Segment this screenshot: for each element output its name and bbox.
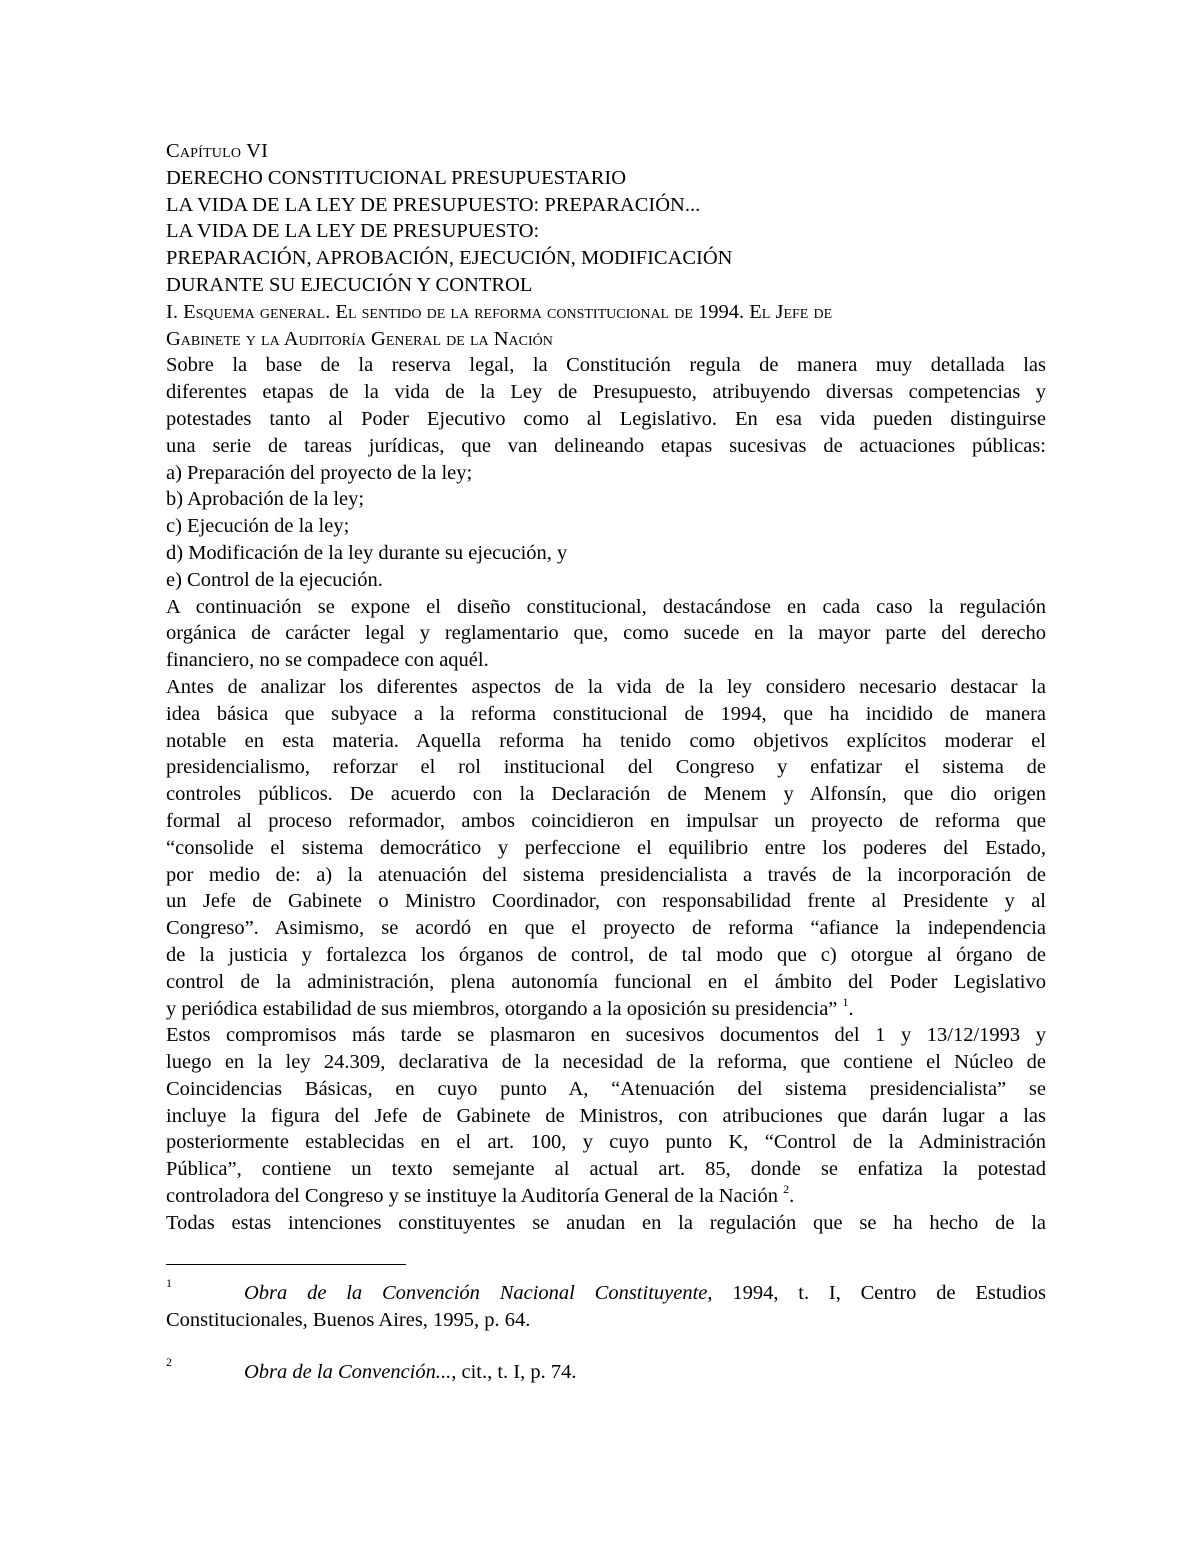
body-line: formal al proceso reformador, ambos coincidieron en impulsar un proyecto de reforma que (166, 809, 1046, 832)
footnote-ref-2-punct: . (789, 1185, 795, 1208)
footnote-1-line-1 (166, 1280, 1046, 1307)
body-line-text: controladora del Congreso y se instituye la Auditoría General de la Nación (166, 1185, 778, 1208)
title-line-2: LA VIDA DE LA LEY DE PRESUPUESTO: PREPARACIÓN... (166, 193, 701, 216)
body-line: controles públicos. De acuerdo con la Declaración de Menem y Alfonsín, que dio origen (166, 783, 1046, 806)
body-line-text: y periódica estabilidad de sus miembros, otorgando a la oposición su presidencia” (166, 997, 838, 1020)
footnote-2-line-1 (166, 1359, 1046, 1386)
body-line: presidencialismo, reforzar el rol institucional del Congreso y enfatizar el sistema de (166, 756, 1046, 779)
body-line: control de la administración, plena autonomía funcional en el ámbito del Poder Legislativo (166, 970, 1046, 993)
body-line: orgánica de carácter legal y reglamentario que, como sucede en la mayor parte del derecho (166, 622, 1046, 645)
body-line: luego en la ley 24.309, declarativa de la necesidad de la reforma, que contiene el Núcleo de (166, 1051, 1046, 1074)
body-line: por medio de: a) la atenuación del sistema presidencialista a través de la incorporación de (166, 863, 1046, 886)
body-line: Sobre la base de la reserva legal, la Constitución regula de manera muy detallada las (166, 354, 1046, 377)
body-line: incluye la figura del Jefe de Gabinete de Ministros, con atribuciones que darán lugar a las (166, 1104, 1046, 1127)
list-item-a: a) Preparación del proyecto de la ley; (166, 461, 473, 484)
page-content (166, 138, 1046, 1237)
footnotes (166, 1276, 1046, 1386)
body-line: potestades tanto al Poder Ejecutivo como al Legislativo. En esa vida pueden distinguirse (166, 407, 1046, 430)
title-line-3: LA VIDA DE LA LEY DE PRESUPUESTO: (166, 220, 540, 243)
footnote-text: , cit., t. I, p. 74. (451, 1361, 577, 1383)
body-line: financiero, no se compadece con aquél. (166, 649, 489, 672)
chapter-label: Capítulo VI (166, 140, 269, 162)
title-line-5: DURANTE SU EJECUCIÓN Y CONTROL (166, 273, 533, 296)
footnote-title: Obra de la Convención Nacional Constituyente (244, 1282, 708, 1304)
footnote-1 (166, 1276, 1046, 1334)
footnote-1-line-2: Constitucionales, Buenos Aires, 1995, p. 64. (166, 1309, 531, 1331)
body-line: notable en esta materia. Aquella reforma ha tenido como objetivos explícitos moderar el (166, 729, 1046, 752)
body-line: posteriormente establecidas en el art. 100, y cuyo punto K, “Control de la Administración (166, 1131, 1046, 1154)
body-line: Estos compromisos más tarde se plasmaron en sucesivos documentos del 1 y 13/12/1993 y (166, 1024, 1046, 1047)
body-line: idea básica que subyace a la reforma constitucional de 1994, que ha incidido de manera (166, 702, 1046, 725)
footnote-ref-1[interactable]: 1 (842, 994, 849, 1009)
body-line: diferentes etapas de la vida de la Ley de Presupuesto, atribuyendo diversas competencias y (166, 381, 1046, 404)
title-line-4: PREPARACIÓN, APROBACIÓN, EJECUCIÓN, MODIFICACIÓN (166, 247, 733, 270)
list-item-d: d) Modificación de la ley durante su ejecución, y (166, 541, 568, 564)
body-line: una serie de tareas jurídicas, que van delineando etapas sucesivas de actuaciones públicas: (166, 434, 1046, 457)
footnote-number: 1 (166, 1276, 172, 1290)
section-heading-line-2: Gabinete y la Auditoría General de la Nación (166, 327, 553, 350)
footnote-title: Obra de la Convención... (244, 1361, 452, 1383)
body-line-with-note-1 (166, 996, 1046, 1023)
footnote-ref-2[interactable]: 2 (783, 1182, 790, 1197)
footnote-separator (166, 1264, 406, 1265)
body-line: “consolide el sistema democrático y perfeccione el equilibrio entre los poderes del Estado, (166, 836, 1046, 859)
body-line: de la justicia y fortalezca los órganos de control, de tal modo que c) otorgue al órgano de (166, 943, 1046, 966)
title-line-1: DERECHO CONSTITUCIONAL PRESUPUESTARIO (166, 166, 627, 189)
footnote-ref-1-punct: . (848, 997, 854, 1020)
footnote-2 (166, 1355, 1046, 1386)
body-line: Coincidencias Básicas, en cuyo punto A, “Atenuación del sistema presidencialista” se (166, 1077, 1046, 1100)
list-item-c: c) Ejecución de la ley; (166, 515, 350, 538)
footnote-number: 2 (166, 1355, 172, 1369)
body-line: Todas estas intenciones constituyentes se anudan en la regulación que se ha hecho de la (166, 1211, 1046, 1234)
body-line: Congreso”. Asimismo, se acordó en que el proyecto de reforma “afiance la independencia (166, 917, 1046, 940)
footnote-text: , 1994, t. I, Centro de Estudios (707, 1282, 1046, 1304)
body-line: A continuación se expone el diseño constitucional, destacándose en cada caso la regulación (166, 595, 1046, 618)
body-line: Pública”, contiene un texto semejante al actual art. 85, donde se enfatiza la potestad (166, 1158, 1046, 1181)
section-heading-line-1: I. Esquema general. El sentido de la reforma constitucional de 1994. El Jefe de (166, 300, 833, 323)
body-line: Antes de analizar los diferentes aspectos de la vida de la ley considero necesario destacar la (166, 675, 1046, 698)
body-line: un Jefe de Gabinete o Ministro Coordinador, con responsabilidad frente al Presidente y al (166, 890, 1046, 913)
list-item-b: b) Aprobación de la ley; (166, 488, 365, 511)
list-item-e: e) Control de la ejecución. (166, 568, 383, 591)
body-line-with-note-2 (166, 1183, 1046, 1210)
